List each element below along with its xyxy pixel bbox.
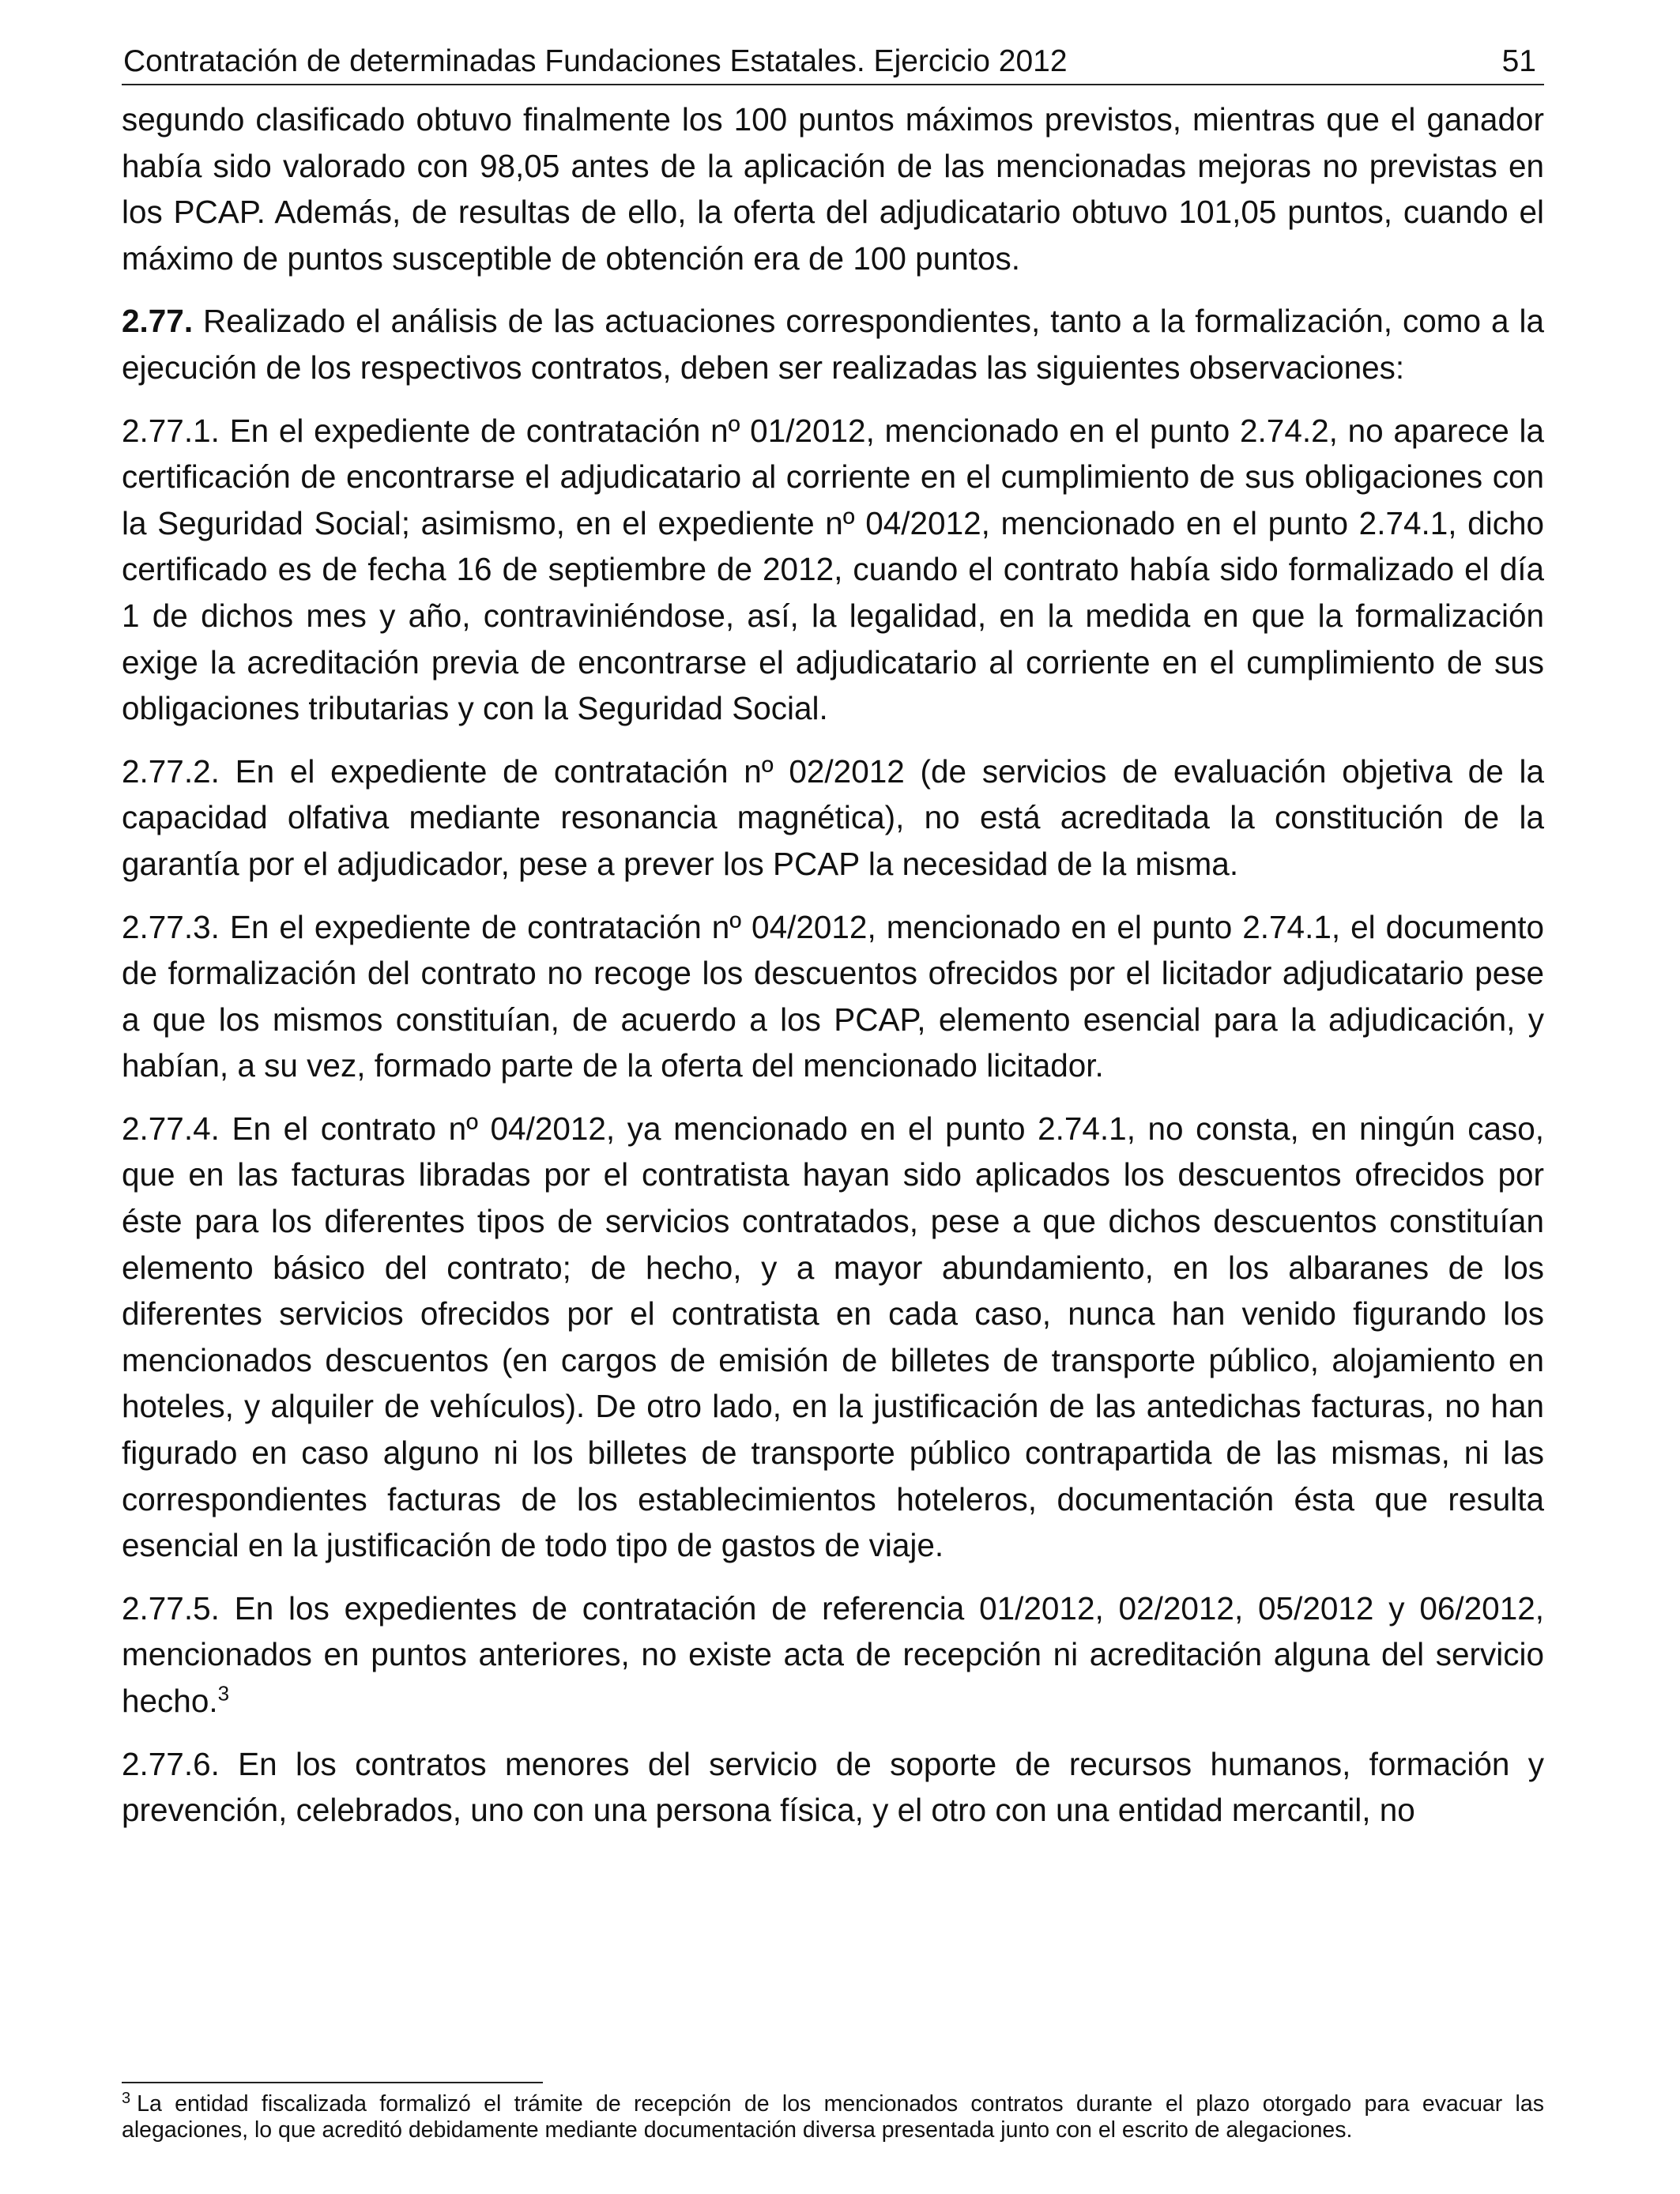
running-header bbox=[122, 35, 1544, 85]
paragraph: segundo clasificado obtuvo finalmente los 100 puntos máximos previstos, mientras que el ganador había sido valorado con 98,05 antes de la aplicación de las mencionadas mejoras no previstas en los PCAP. Además, de resultas de ello, la oferta del adjudicatario obtuvo 101,05 puntos, cuando el máximo de puntos susceptible de obtención era de 100 puntos. bbox=[122, 101, 1544, 277]
document-page bbox=[122, 35, 1544, 1850]
paragraph: 2.77.3. En el expediente de contratación nº 04/2012, mencionado en el punto 2.74.1, el documento de formalización del contrato no recoge los descuentos ofrecidos por el licitador adjudicatario pese a que los mismos constituían, de acuerdo a los PCAP, elemento esencial para la adjudicación, y habían, a su vez, formado parte de la oferta del mencionado licitador. bbox=[122, 908, 1544, 1084]
paragraph: 2.77.6. En los contratos menores del servicio de soporte de recursos humanos, formación y prevención, celebrados, uno con una persona física, y el otro con una entidad mercantil, no bbox=[122, 1745, 1544, 1829]
paragraph: 2.77.4. En el contrato nº 04/2012, ya mencionado en el punto 2.74.1, no consta, en ningún caso, que en las facturas libradas por el contratista hayan sido aplicados los descuentos ofrecidos por éste para los diferentes tipos de servicios contratados, pese a que dichos descuentos constituían elemento básico del contrato; de hecho, y a mayor abundamiento, en los albaranes de los diferentes servicios ofrecidos por el contratista en cada caso, nunca han venido figurando los mencionados descuentos (en cargos de emisión de billetes de transporte público, alojamiento en hoteles, y alquiler de vehículos). De otro lado, en la justificación de las antedichas facturas, no han figurado en caso alguno ni los billetes de transporte público contrapartida de las mismas, ni las correspondientes facturas de los establecimientos hoteleros, documentación ésta que resulta esencial en la justificación de todo tipo de gastos de viaje. bbox=[122, 1110, 1544, 1564]
footnote-separator bbox=[122, 2082, 543, 2083]
footnote-reference[interactable]: 3 bbox=[217, 1681, 230, 1706]
footnote-marker: 3 bbox=[122, 2089, 131, 2107]
paragraph: 2.77.2. En el expediente de contratación nº 02/2012 (de servicios de evaluación objetiva de la capacidad olfativa mediante resonancia magnética), no está acreditada la constitución de la garantía por el adjudicador, pese a prever los PCAP la necesidad de la misma. bbox=[122, 752, 1544, 882]
footnote bbox=[122, 2091, 1544, 2143]
document-body bbox=[122, 96, 1544, 1834]
header-title: Contratación de determinadas Fundaciones Estatales. Ejercicio 2012 bbox=[123, 44, 1068, 78]
paragraph: 2.77.1. En el expediente de contratación nº 01/2012, mencionado en el punto 2.74.2, no aparece la certificación de encontrarse el adjudicatario al corriente en el cumplimiento de sus obligaciones con la Seguridad Social; asimismo, en el expediente nº 04/2012, mencionado en el punto 2.74.1, dicho certificado es de fecha 16 de septiembre de 2012, cuando el contrato había sido formalizado el día 1 de dichos mes y año, contraviniéndose, así, la legalidad, en la medida en que la formalización exige la acreditación previa de encontrarse el adjudicatario al corriente en el cumplimiento de sus obligaciones tributarias y con la Seguridad Social. bbox=[122, 412, 1544, 727]
section-number: 2.77. bbox=[122, 303, 194, 340]
footnote-text: La entidad fiscalizada formalizó el trámite de recepción de los mencionados contratos durante el plazo otorgado para evacuar las alegaciones, lo que acreditó debidamente mediante documentación diversa presentada junto con el escrito de alegaciones. bbox=[122, 2091, 1544, 2143]
paragraph: 2.77.5. En los expedientes de contratación de referencia 01/2012, 02/2012, 05/2012 y 06/2012, mencionados en puntos anteriores, no existe acta de recepción ni acreditación alguna del servicio hecho.$^3$ bbox=[122, 1589, 1544, 1719]
paragraph: 2.77. Realizado el análisis de las actuaciones correspondientes, tanto a la formalización, como a la ejecución de los respectivos contratos, deben ser realizadas las siguientes observaciones: bbox=[122, 303, 1544, 386]
page-number: 51 bbox=[1501, 44, 1536, 78]
